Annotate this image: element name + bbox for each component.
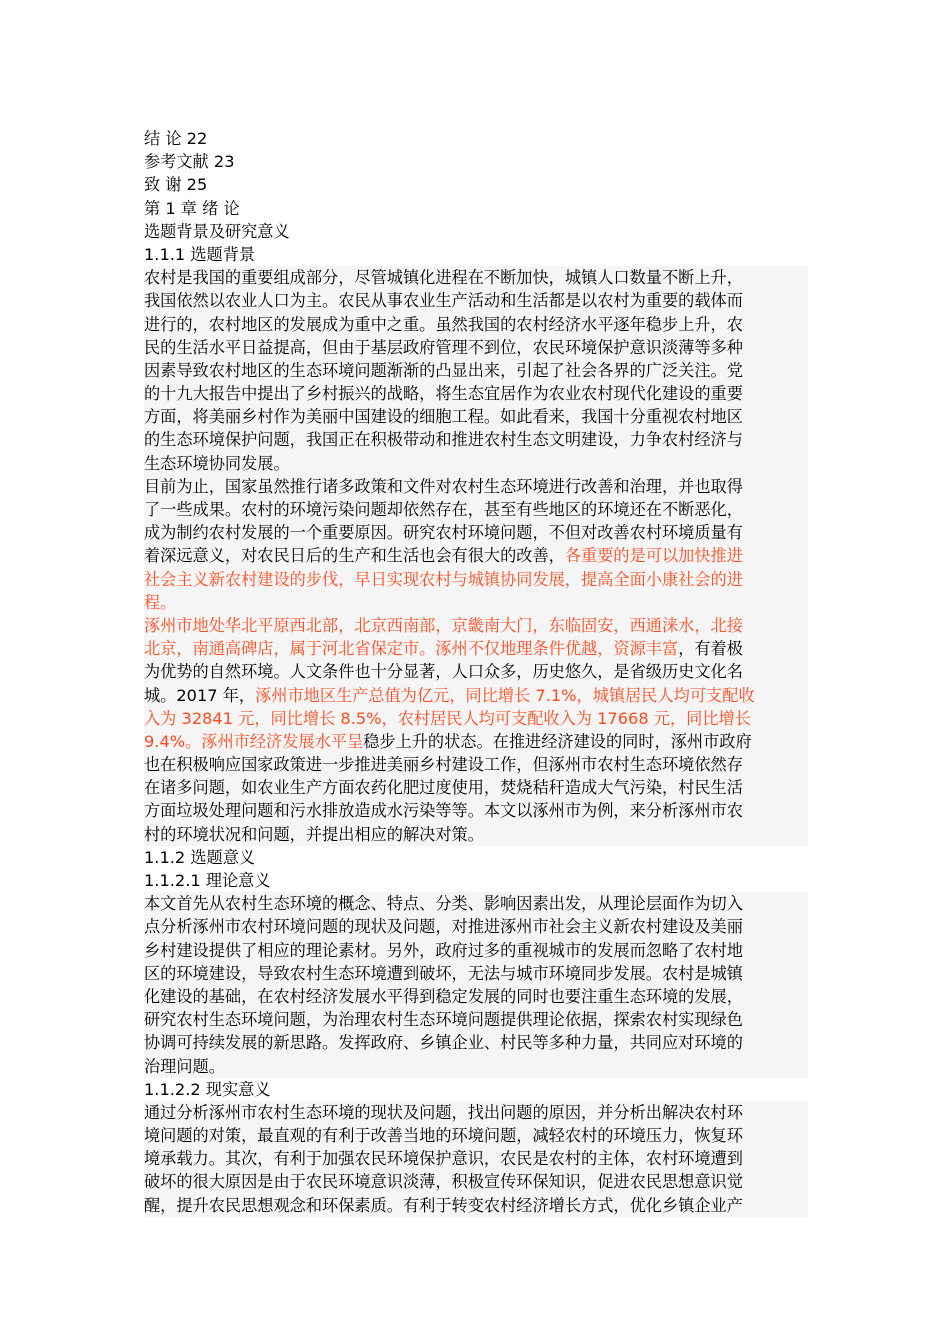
paragraph-line — [144, 730, 808, 753]
paragraph-line: 民的生活水平日益提高，但由于基层政府管理不到位，农民环境保护意识淡薄等多种 — [144, 337, 743, 357]
paragraph-line: 的生态环境保护问题，我国正在积极带动和推进农村生态文明建设，力争农村经济与 — [144, 430, 743, 450]
paragraph-line: 通过分析涿州市农村生态环境的现状及问题，找出问题的原因，并分析出解决农村环 — [144, 1102, 743, 1122]
paragraph-text: 着深远意义，对农民日后的生产和生活也会有很大的改善， — [144, 546, 565, 566]
subsection-title-background: 1.1.1 选题背景 — [144, 244, 256, 264]
section-title: 选题背景及研究意义 — [144, 221, 290, 241]
paragraph-line: 在诸多问题，如农业生产方面农药化肥过度使用，焚烧秸秆造成大气污染，村民生活 — [144, 778, 743, 798]
paragraph-line: 协调可持续发展的新思路。发挥政府、乡镇企业、村民等多种力量，共同应对环境的 — [144, 1033, 743, 1053]
paragraph-line: 我国依然以农业人口为主。农民从事农业生产活动和生活都是以农村为重要的载体而 — [144, 291, 743, 311]
paragraph-line: 方面垃圾处理问题和污水排放造成水污染等等。本文以涿州市为例，来分析涿州市农 — [144, 801, 743, 821]
highlighted-text: 9.4%。涿州市经济发展水平呈 — [144, 731, 364, 751]
paragraph-line: 破坏的很大原因是由于农民环境意识淡薄，积极宣传环保知识，促进农民思想意识觉 — [144, 1172, 743, 1192]
highlighted-text: 涿州市地区生产总值为亿元，同比增长 7.1%，城镇居民人均可支配收 — [255, 685, 755, 705]
paragraph-line: 进行的，农村地区的发展成为重中之重。虽然我国的农村经济水平逐年稳步上升，农 — [144, 314, 743, 334]
paragraph-line: 也在积极响应国家政策进一步推进美丽乡村建设工作，但涿州市农村生态环境依然存 — [144, 755, 743, 775]
paragraph-line: 村的环境状况和问题，并提出相应的解决对策。 — [144, 824, 484, 844]
toc-entry-references: 参考文献 23 — [144, 152, 235, 172]
paragraph-line — [144, 684, 808, 707]
paragraph-text: 城。2017 年， — [144, 685, 256, 705]
paragraph-line: 的十九大报告中提出了乡村振兴的战略，将生态宜居作为农业农村现代化建设的重要 — [144, 384, 743, 404]
paragraph-line — [144, 637, 808, 660]
paragraph-line: 区的环境建设，导致农村生态环境遭到破坏，无法与城市环境同步发展。农村是城镇 — [144, 963, 743, 983]
paragraph-practical-significance — [144, 1101, 808, 1217]
paragraph-text: ，有着极 — [678, 639, 743, 659]
paragraph-line: 点分析涿州市农村环境问题的现状及问题，对推进涿州市社会主义新农村建设及美丽 — [144, 917, 743, 937]
paragraph-zhuozhou-overview — [144, 614, 808, 846]
subsection-title-significance: 1.1.2 选题意义 — [144, 847, 256, 867]
highlighted-line: 社会主义新农村建设的步伐，早日实现农村与城镇协同发展，提高全面小康社会的进 — [144, 569, 743, 589]
paragraph-line: 目前为止，国家虽然推行诸多政策和文件对农村生态环境进行改善和治理，并也取得 — [144, 476, 743, 496]
highlighted-text: 各重要的是可以加快推进 — [564, 546, 743, 566]
paragraph-line: 化建设的基础，在农村经济发展水平得到稳定发展的同时也要注重生态环境的发展， — [144, 986, 743, 1006]
paragraph-line: 醒，提升农民思想观念和环保素质。有利于转变农村经济增长方式，优化乡镇企业产 — [144, 1195, 743, 1215]
paragraph-line: 了一些成果。农村的环境污染问题却依然存在，甚至有些地区的环境还在不断恶化， — [144, 500, 743, 519]
subsection-title-theoretical: 1.1.2.1 理论意义 — [144, 871, 271, 890]
paragraph-line: 方面，将美丽乡村作为美丽中国建设的细胞工程。如此看来，我国十分重视农村地区 — [144, 407, 743, 427]
paragraph-line: 成为制约农村发展的一个重要原因。研究农村环境问题，不但对改善农村环境质量有 — [144, 523, 743, 543]
highlighted-line: 入为 32841 元，同比增长 8.5%，农村居民人均可支配收入为 17668 元，同比增长 — [144, 708, 751, 728]
paragraph-line: 境问题的对策，最直观的有利于改善当地的环境问题，减轻农村的环境压力，恢复环 — [144, 1126, 743, 1146]
paragraph-current-status — [144, 475, 808, 614]
paragraph-line: 为优势的自然环境。人文条件也十分显著，人口众多，历史悠久，是省级历史文化名 — [144, 662, 743, 682]
paragraph-line: 境承载力。其次，有利于加强农民环境保护意识，农民是农村的主体，农村环境遭到 — [144, 1149, 743, 1169]
document-body — [144, 127, 808, 1217]
highlighted-line: 涿州市地处华北平原西北部，北京西南部，京畿南大门，东临固安，西通涞水，北接 — [144, 615, 743, 635]
toc-entry-acknowledgements: 致 谢 25 — [144, 175, 208, 195]
paragraph-line: 农村是我国的重要组成部分，尽管城镇化进程在不断加快，城镇人口数量不断上升， — [144, 268, 743, 288]
paragraph-line: 乡村建设提供了相应的理论素材。另外，政府过多的重视城市的发展而忽略了农村地 — [144, 940, 743, 960]
paragraph-line: 生态环境协同发展。 — [144, 453, 290, 473]
paragraph-line: 因素导致农村地区的生态环境问题渐渐的凸显出来，引起了社会各界的广泛关注。党 — [144, 360, 743, 380]
paragraph-line: 研究农村生态环境问题，为治理农村生态环境问题提供理论依据，探索农村实现绿色 — [144, 1010, 743, 1030]
highlighted-line: 程。 — [144, 592, 177, 612]
paragraph-line: 本文首先从农村生态环境的概念、特点、分类、影响因素出发，从理论层面作为切入 — [144, 894, 743, 914]
paragraph-line — [144, 544, 808, 567]
chapter-title: 第 1 章 绪 论 — [144, 198, 240, 218]
highlighted-text: 北京，南通高碑店，属于河北省保定市。涿州不仅地理条件优越，资源丰富 — [144, 639, 679, 659]
paragraph-line: 治理问题。 — [144, 1056, 225, 1076]
paragraph-text: 稳步上升的状态。在推进经济建设的同时，涿州市政府 — [363, 731, 752, 751]
paragraph-background — [144, 266, 808, 475]
subsection-title-practical: 1.1.2.2 现实意义 — [144, 1079, 271, 1099]
paragraph-theoretical-significance — [144, 892, 808, 1078]
toc-entry-conclusion: 结 论 22 — [144, 129, 208, 148]
